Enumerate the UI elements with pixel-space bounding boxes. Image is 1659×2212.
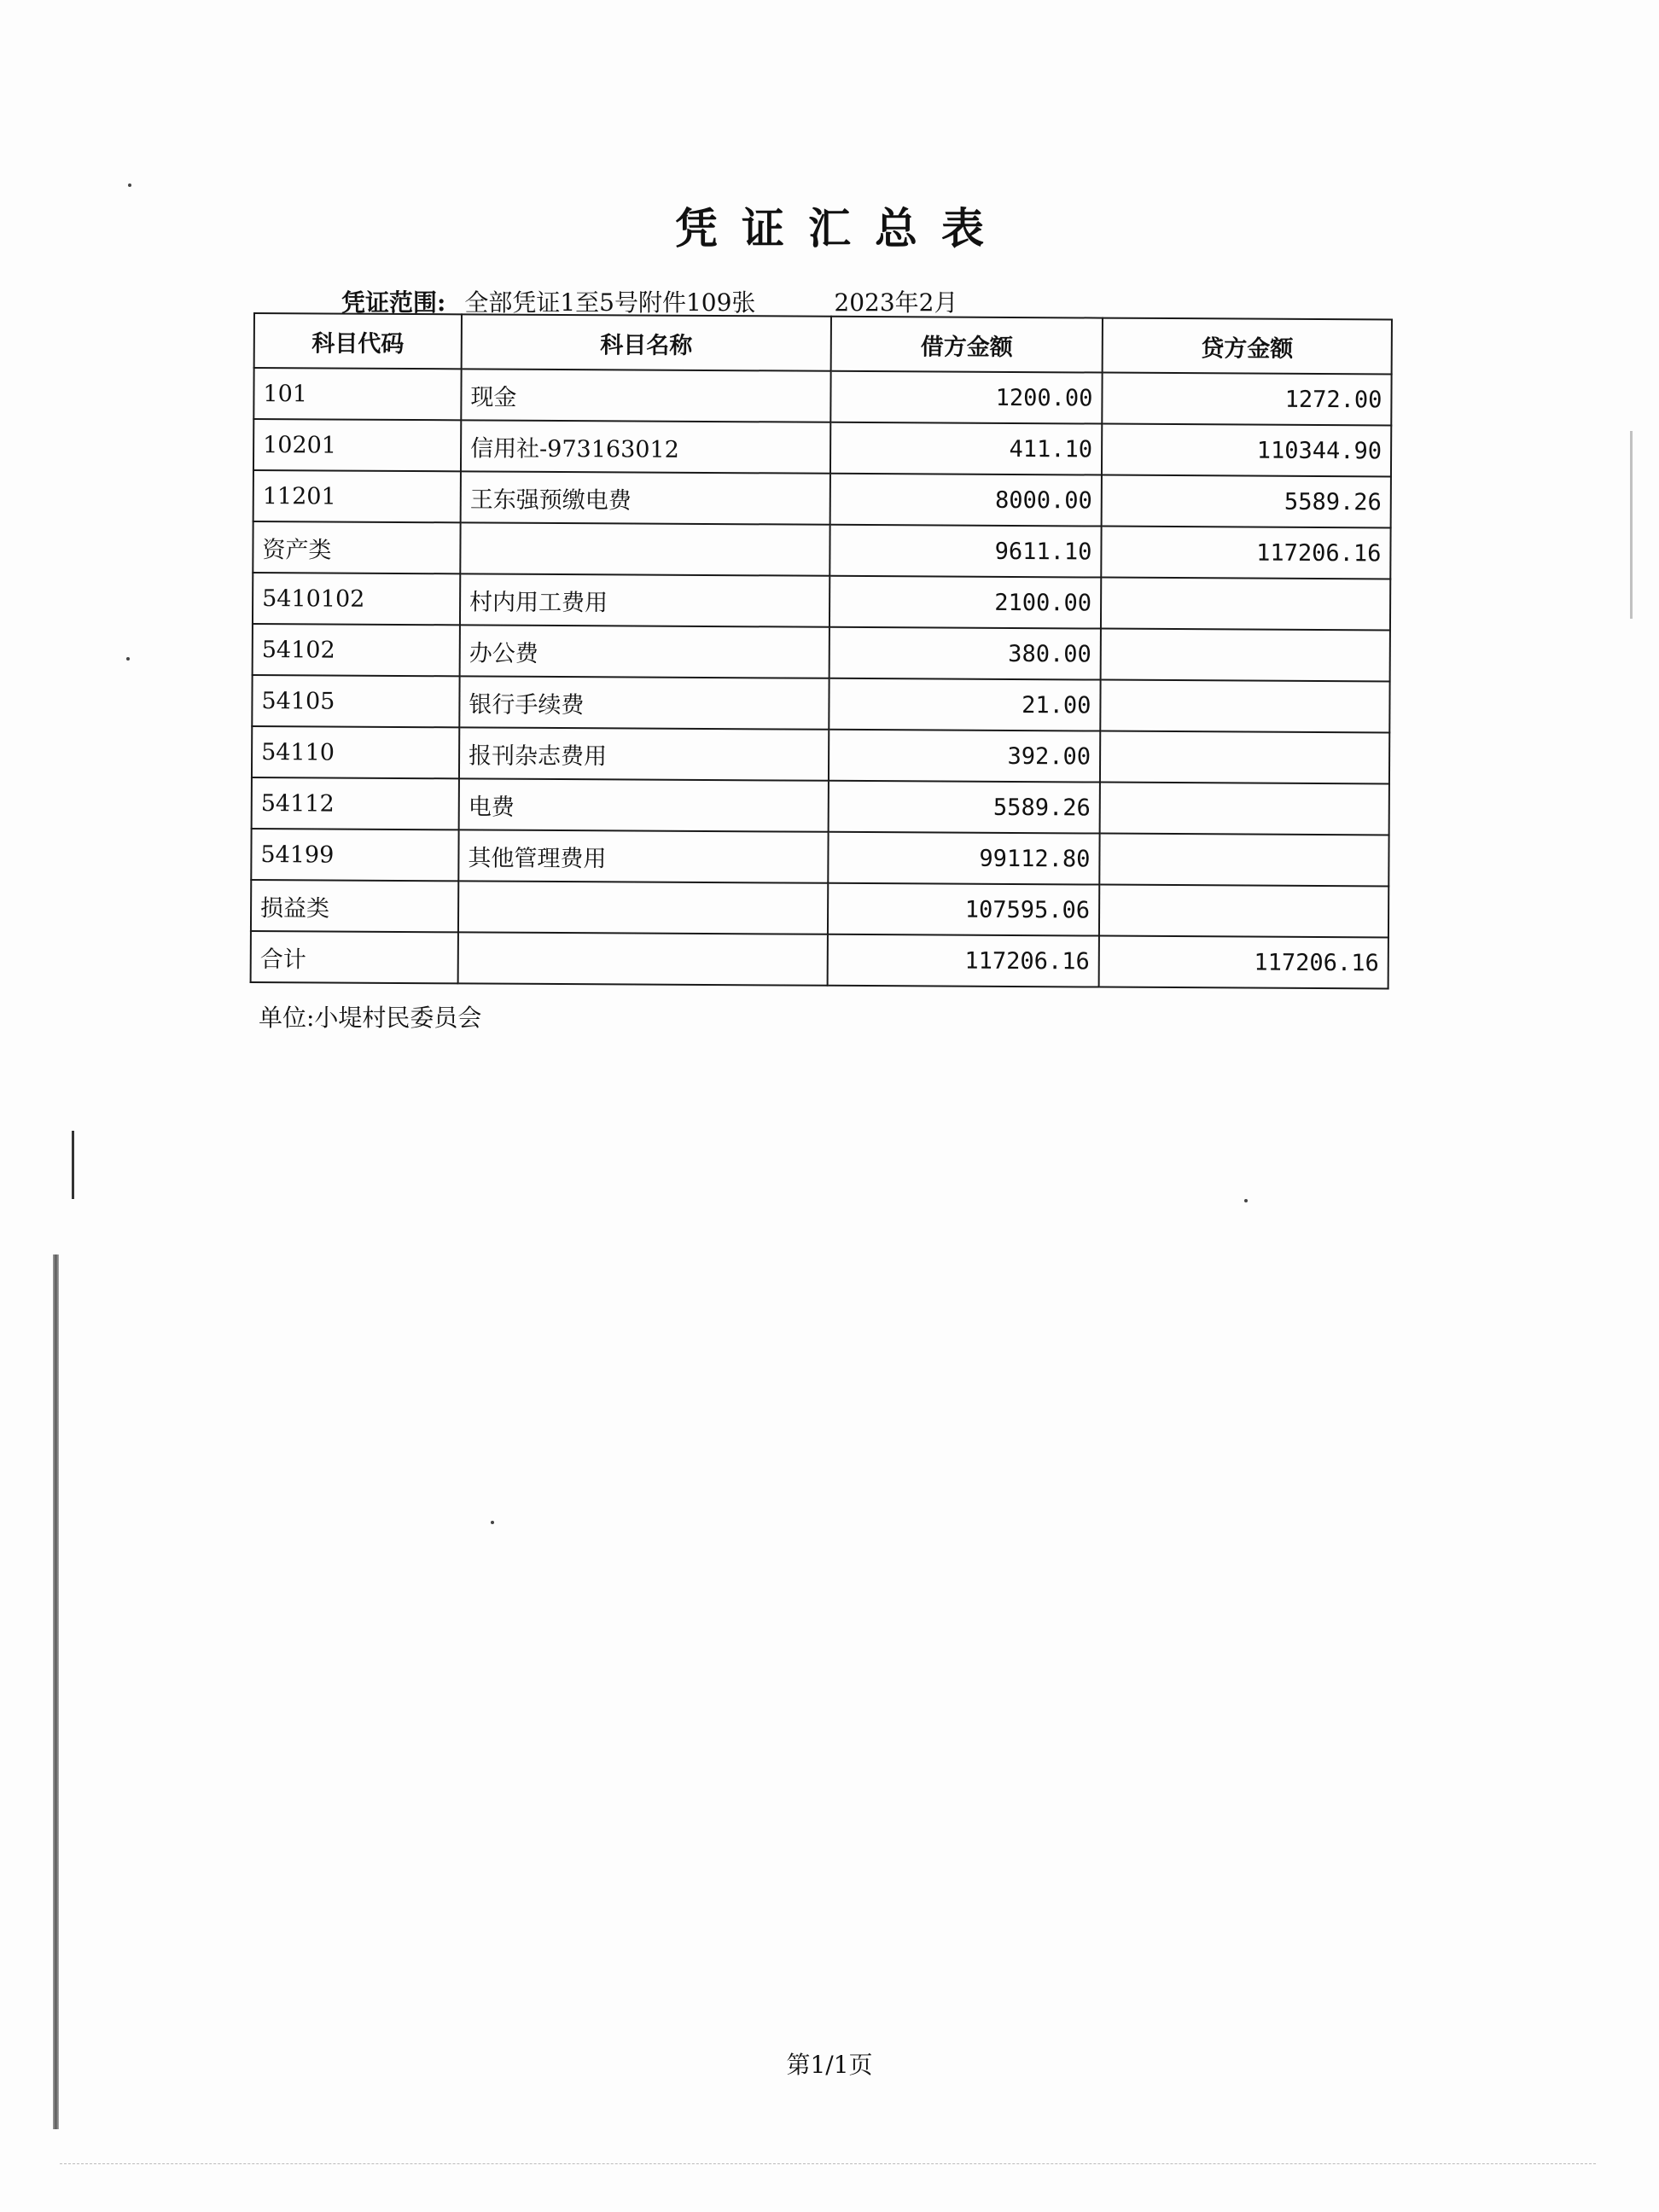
credit-amount (1101, 629, 1390, 682)
credit-amount: 117206.16 (1099, 936, 1388, 989)
credit-amount (1099, 834, 1388, 887)
range-label: 凭证范围: (341, 288, 446, 317)
table-row-total (251, 931, 1388, 988)
account-name: 现金 (461, 369, 830, 422)
range-value: 全部凭证1至5号附件109张 (464, 288, 756, 317)
credit-amount: 110344.90 (1102, 424, 1391, 477)
table-row (253, 573, 1390, 630)
account-name (460, 522, 830, 575)
account-code: 5410102 (253, 573, 460, 625)
scan-edge-mark-right (1630, 431, 1633, 619)
account-name: 银行手续费 (459, 676, 829, 729)
page-number: 第1/1页 (786, 2051, 873, 2079)
account-code: 54102 (253, 624, 460, 676)
account-code: 54110 (252, 726, 459, 778)
table-row (251, 829, 1388, 886)
table-row (252, 726, 1389, 783)
debit-amount: 5589.26 (829, 781, 1100, 834)
account-name: 电费 (459, 778, 829, 831)
table-body (251, 368, 1392, 988)
account-name (458, 932, 828, 985)
scan-edge-shadow (53, 1254, 59, 2129)
header-account-code: 科目代码 (254, 313, 462, 369)
debit-amount: 380.00 (830, 627, 1101, 680)
account-code: 54105 (252, 675, 459, 727)
debit-amount: 8000.00 (830, 474, 1102, 527)
scan-speck (491, 1521, 494, 1524)
account-code: 资产类 (253, 521, 460, 573)
header-account-name: 科目名称 (462, 314, 831, 370)
debit-amount: 21.00 (829, 678, 1100, 731)
debit-amount: 411.10 (830, 422, 1102, 475)
table-row (253, 624, 1390, 681)
credit-amount (1101, 578, 1390, 631)
account-name: 王东强预缴电费 (461, 471, 830, 524)
credit-amount (1099, 885, 1388, 938)
table-row (252, 777, 1389, 835)
account-name: 办公费 (460, 625, 830, 678)
scan-speck (126, 657, 130, 661)
scan-speck (128, 183, 131, 187)
account-code: 合计 (251, 931, 458, 983)
debit-amount: 392.00 (829, 730, 1100, 783)
account-name: 村内用工费用 (460, 573, 830, 626)
header-credit-amount: 贷方金额 (1103, 318, 1392, 375)
voucher-summary-table (250, 312, 1393, 989)
voucher-summary-table-wrap (250, 312, 1391, 989)
scan-edge-mark (72, 1131, 74, 1199)
account-code: 损益类 (251, 880, 458, 932)
debit-amount: 117206.16 (828, 934, 1099, 987)
credit-amount: 1272.00 (1102, 373, 1391, 426)
table-row-subtotal (253, 521, 1390, 579)
debit-amount: 1200.00 (830, 371, 1102, 424)
scan-bottom-edge (60, 2163, 1596, 2165)
credit-amount: 117206.16 (1101, 527, 1390, 579)
credit-amount: 5589.26 (1102, 475, 1391, 528)
table-row (252, 675, 1389, 732)
table-row (253, 470, 1391, 527)
account-name: 报刊杂志费用 (459, 727, 829, 780)
debit-amount: 9611.10 (830, 525, 1101, 578)
period-label: 2023年2月 (834, 288, 958, 317)
credit-amount (1100, 783, 1389, 835)
scan-speck (1244, 1199, 1248, 1202)
debit-amount: 2100.00 (830, 576, 1101, 629)
account-code: 11201 (253, 470, 461, 522)
table-header-row (254, 313, 1392, 374)
table-row (253, 419, 1391, 476)
account-code: 54112 (252, 777, 459, 830)
debit-amount: 99112.80 (828, 832, 1099, 885)
unit-label: 单位:小堤村民委员会 (259, 1004, 482, 1032)
account-name: 信用社-973163012 (461, 420, 830, 473)
account-name (458, 881, 828, 934)
credit-amount (1100, 680, 1389, 733)
table-row-subtotal (251, 880, 1388, 937)
account-code: 10201 (253, 419, 461, 471)
account-name: 其他管理费用 (458, 830, 828, 882)
account-code: 101 (253, 368, 461, 420)
account-code: 54199 (251, 829, 458, 881)
header-debit-amount: 借方金额 (831, 317, 1103, 373)
debit-amount: 107595.06 (828, 883, 1099, 936)
credit-amount (1100, 731, 1389, 784)
table-row (253, 368, 1391, 425)
document-title: 凭证汇总表 (675, 203, 1008, 253)
